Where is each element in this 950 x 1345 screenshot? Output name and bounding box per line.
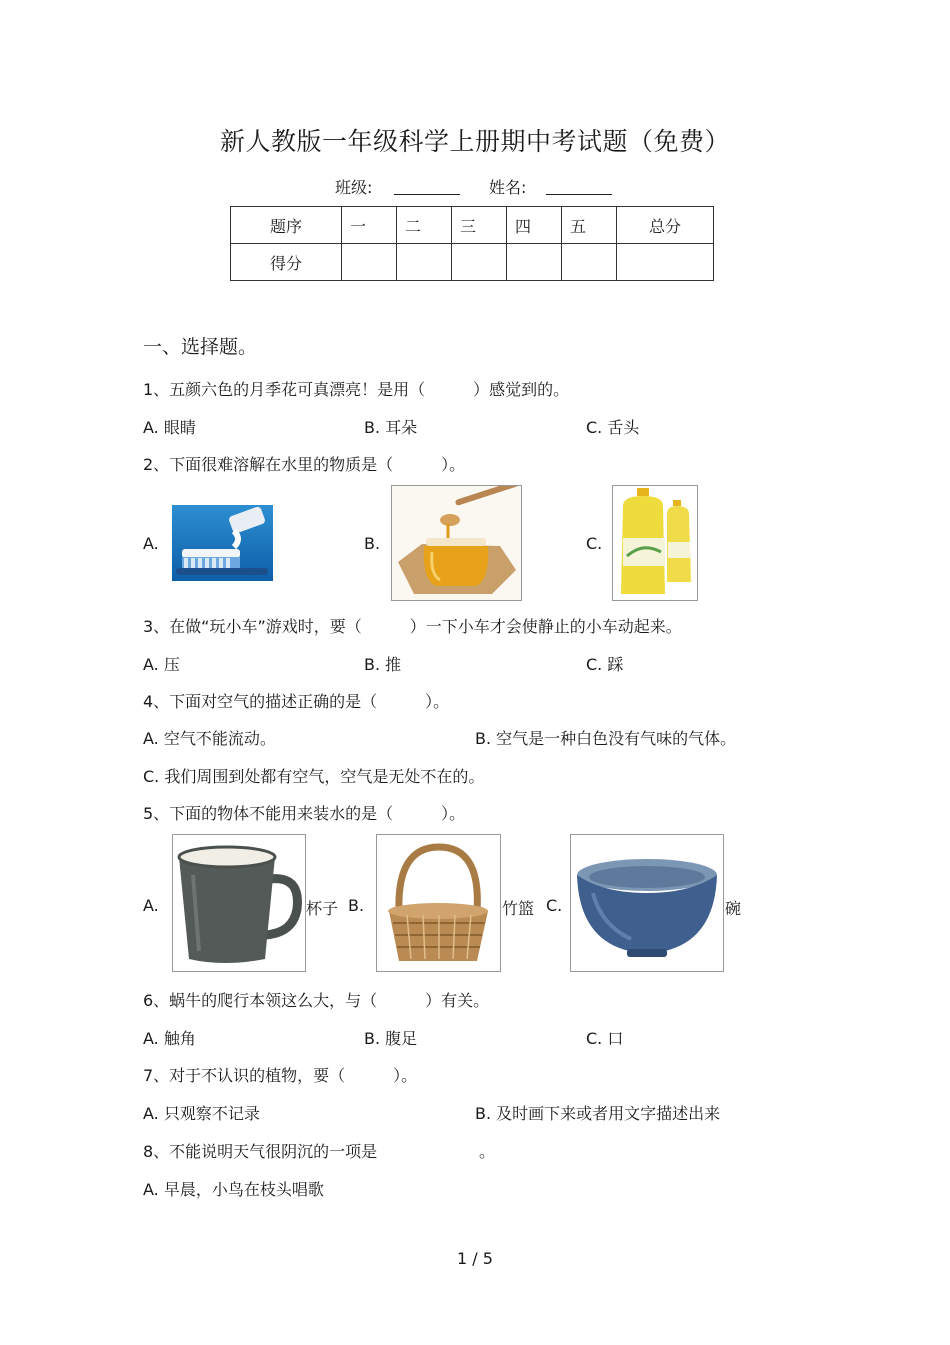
class-label: 班级: <box>335 178 373 197</box>
q7-option-b[interactable]: B. 及时画下来或者用文字描述出来 <box>475 1104 721 1123</box>
q3-option-b[interactable]: B. 推 <box>364 655 402 674</box>
score-cell-4[interactable] <box>507 244 562 281</box>
header-cell-4: 四 <box>507 207 562 244</box>
q2-option-c[interactable]: C. <box>586 534 603 553</box>
cup-image <box>172 834 306 972</box>
q4-option-c[interactable]: C. 我们周围到处都有空气，空气是无处不在的。 <box>143 767 485 786</box>
q5-label-bowl: 碗 <box>725 899 742 918</box>
question-1: 1、五颜六色的月季花可真漂亮！是用（ ）感觉到的。 <box>143 380 570 399</box>
page-number: 1 / 5 <box>457 1249 493 1268</box>
header-cell-order: 题序 <box>231 207 342 244</box>
q5-option-c[interactable]: C. <box>546 896 563 915</box>
q1-option-c[interactable]: C. 舌头 <box>586 418 640 437</box>
bowl-image <box>570 834 724 972</box>
question-5: 5、下面的物体不能用来装水的是（ ）。 <box>143 804 466 823</box>
question-3: 3、在做“玩小车”游戏时，要（ ）一下小车才会使静止的小车动起来。 <box>143 617 682 636</box>
q3-option-c[interactable]: C. 踩 <box>586 655 624 674</box>
q1-option-a[interactable]: A. 眼睛 <box>143 418 196 437</box>
q8-end-mark: 。 <box>479 1142 496 1161</box>
q4-option-b[interactable]: B. 空气是一种白色没有气味的气体。 <box>475 729 737 748</box>
page-title: 新人教版一年级科学上册期中考试题（免费） <box>219 127 730 156</box>
honey-image <box>391 485 522 601</box>
header-cell-1: 一 <box>342 207 397 244</box>
score-cell-total[interactable] <box>617 244 714 281</box>
question-2: 2、下面很难溶解在水里的物质是（ ）。 <box>143 455 466 474</box>
header-cell-2: 二 <box>397 207 452 244</box>
question-4: 4、下面对空气的描述正确的是（ ）。 <box>143 692 450 711</box>
question-8: 8、不能说明天气很阴沉的一项是 <box>143 1142 378 1161</box>
q5-label-cup: 杯子 <box>306 899 339 918</box>
q6-option-b[interactable]: B. 腹足 <box>364 1029 418 1048</box>
header-cell-5: 五 <box>562 207 617 244</box>
header-cell-3: 三 <box>452 207 507 244</box>
q6-option-c[interactable]: C. 口 <box>586 1029 624 1048</box>
header-cell-total: 总分 <box>617 207 714 244</box>
name-blank[interactable] <box>546 180 612 199</box>
score-cell-3[interactable] <box>452 244 507 281</box>
q8-option-a[interactable]: A. 早晨，小鸟在枝头唱歌 <box>143 1180 324 1199</box>
name-label: 姓名: <box>489 178 527 197</box>
q5-option-b[interactable]: B. <box>348 896 365 915</box>
section-heading: 一、选择题。 <box>143 336 258 358</box>
score-cell-5[interactable] <box>562 244 617 281</box>
q7-option-a[interactable]: A. 只观察不记录 <box>143 1104 260 1123</box>
score-table <box>230 206 714 281</box>
oil-bottle-image <box>612 485 698 601</box>
question-7: 7、对于不认识的植物，要（ ）。 <box>143 1066 418 1085</box>
q1-option-b[interactable]: B. 耳朵 <box>364 418 418 437</box>
q3-option-a[interactable]: A. 压 <box>143 655 180 674</box>
score-cell-2[interactable] <box>397 244 452 281</box>
q2-option-a[interactable]: A. <box>143 534 159 553</box>
score-cell-1[interactable] <box>342 244 397 281</box>
row-label-score: 得分 <box>231 244 342 281</box>
q5-label-basket: 竹篮 <box>502 899 535 918</box>
q4-option-a[interactable]: A. 空气不能流动。 <box>143 729 276 748</box>
toothpaste-image <box>172 505 273 581</box>
score-table-score-row <box>231 244 714 281</box>
q6-option-a[interactable]: A. 触角 <box>143 1029 196 1048</box>
q2-option-b[interactable]: B. <box>364 534 381 553</box>
basket-image <box>376 834 501 972</box>
question-6: 6、蜗牛的爬行本领这么大，与（ ）有关。 <box>143 991 490 1010</box>
score-table-header-row <box>231 207 714 244</box>
class-blank[interactable] <box>394 180 460 199</box>
q5-option-a[interactable]: A. <box>143 896 159 915</box>
